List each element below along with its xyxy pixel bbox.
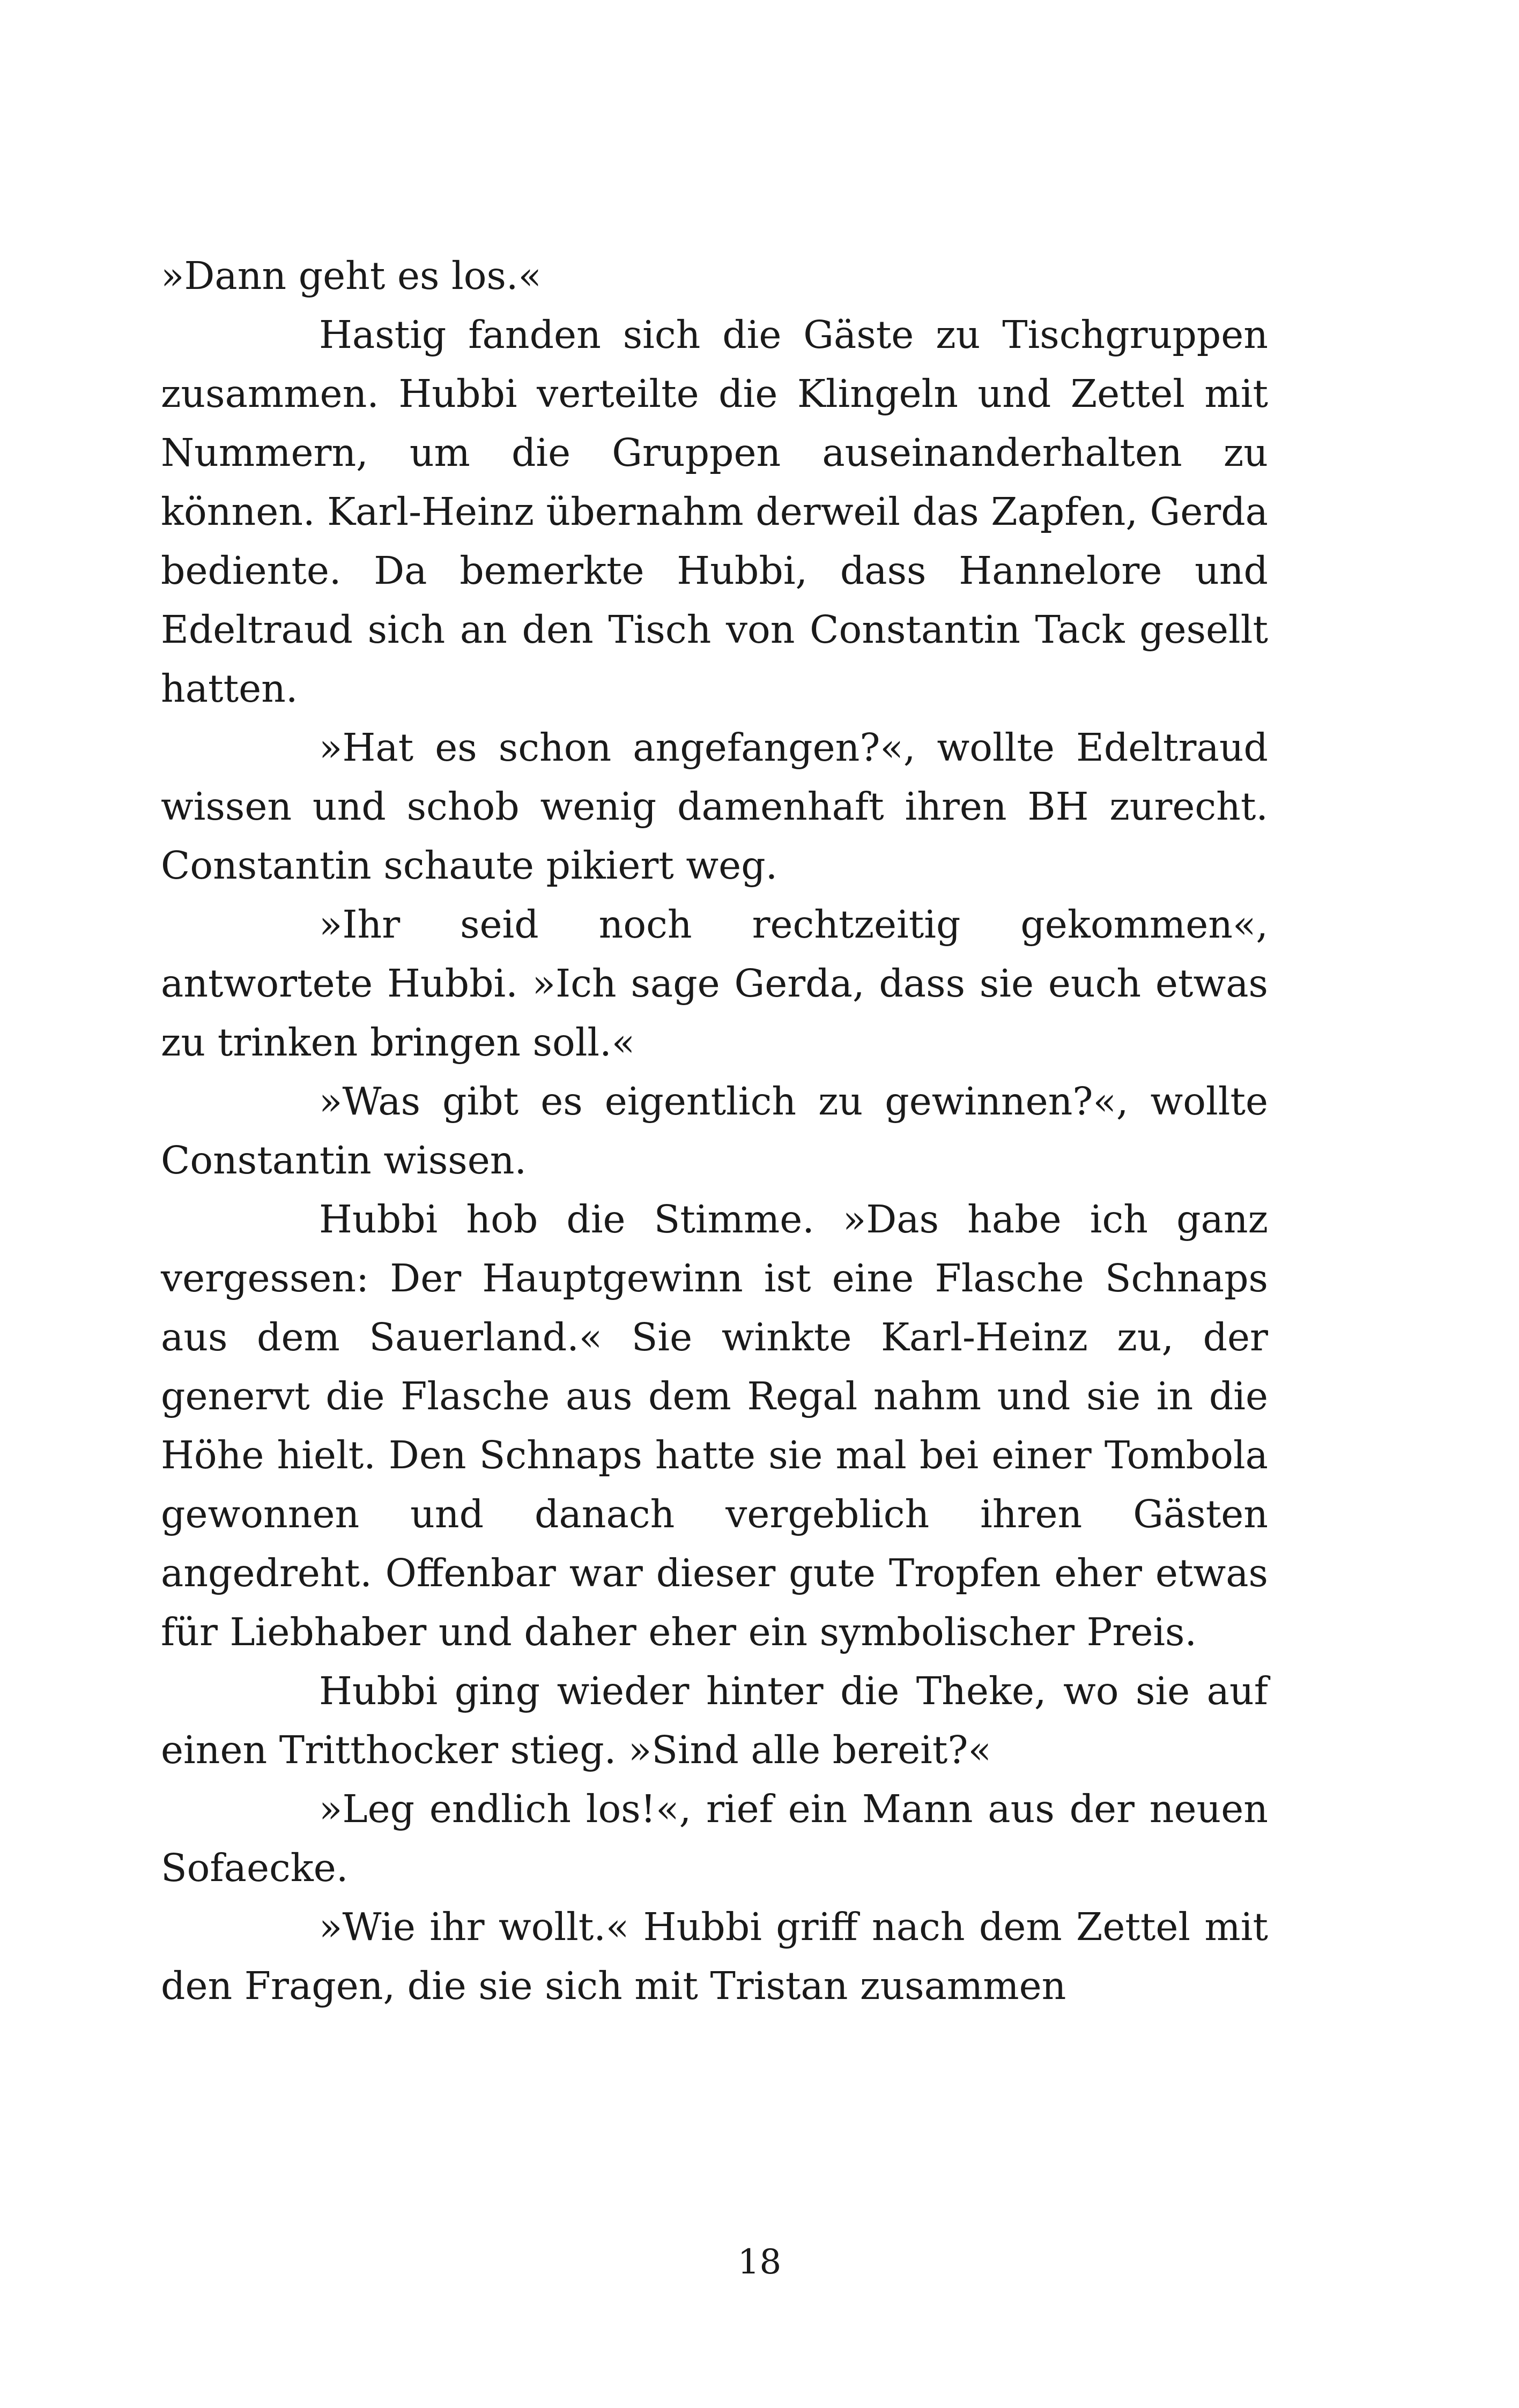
paragraph-5: »Was gibt es eigentlich zu gewinnen?«, wollte Constantin wissen. [161, 1079, 1268, 1183]
paragraph-7: Hubbi ging wieder hinter die Theke, wo sie auf einen Tritthocker stieg. »Sind alle bereit?« [161, 1669, 1268, 1772]
paragraph-2: Hastig fanden sich die Gäste zu Tischgruppen zusammen. Hubbi verteilte die Klingeln und Zettel mit Nummern, um die Gruppen auseinanderhalten zu können. Karl-Heinz übernahm derweil das Zapfen, Gerda bediente. Da bemerkte Hubbi, dass Hannelore und Edeltraud sich an den Tisch von Constantin Tack gesellt hatten. [161, 313, 1268, 711]
paragraph-4: »Ihr seid noch rechtzeitig gekommen«, antwortete Hubbi. »Ich sage Gerda, dass sie euch etwas zu trinken bringen soll.« [161, 902, 1268, 1065]
paragraph-3: »Hat es schon angefangen?«, wollte Edeltraud wissen und schob wenig damenhaft ihren BH zurecht. Constantin schaute pikiert weg. [161, 725, 1268, 888]
paragraph-8: »Leg endlich los!«, rief ein Mann aus der neuen Sofaecke. [161, 1787, 1268, 1890]
paragraph-9: »Wie ihr wollt.« Hubbi griff nach dem Zettel mit den Fragen, die sie sich mit Tristan zusammen [161, 1905, 1268, 2008]
body-text [161, 247, 1268, 2016]
paragraph-1: »Dann geht es los.« [161, 254, 542, 298]
paragraph-6: Hubbi hob die Stimme. »Das habe ich ganz vergessen: Der Hauptgewinn ist eine Flasche Schnaps aus dem Sauerland.« Sie winkte Karl-Heinz zu, der genervt die Flasche aus dem Regal nahm und sie in die Höhe hielt. Den Schnaps hatte sie mal bei einer Tombola gewonnen und danach vergeblich ihren Gästen angedreht. Offenbar war dieser gute Tropfen eher etwas für Liebhaber und daher eher ein symbolischer Preis. [161, 1197, 1268, 1654]
page-number: 18 [737, 2242, 782, 2282]
